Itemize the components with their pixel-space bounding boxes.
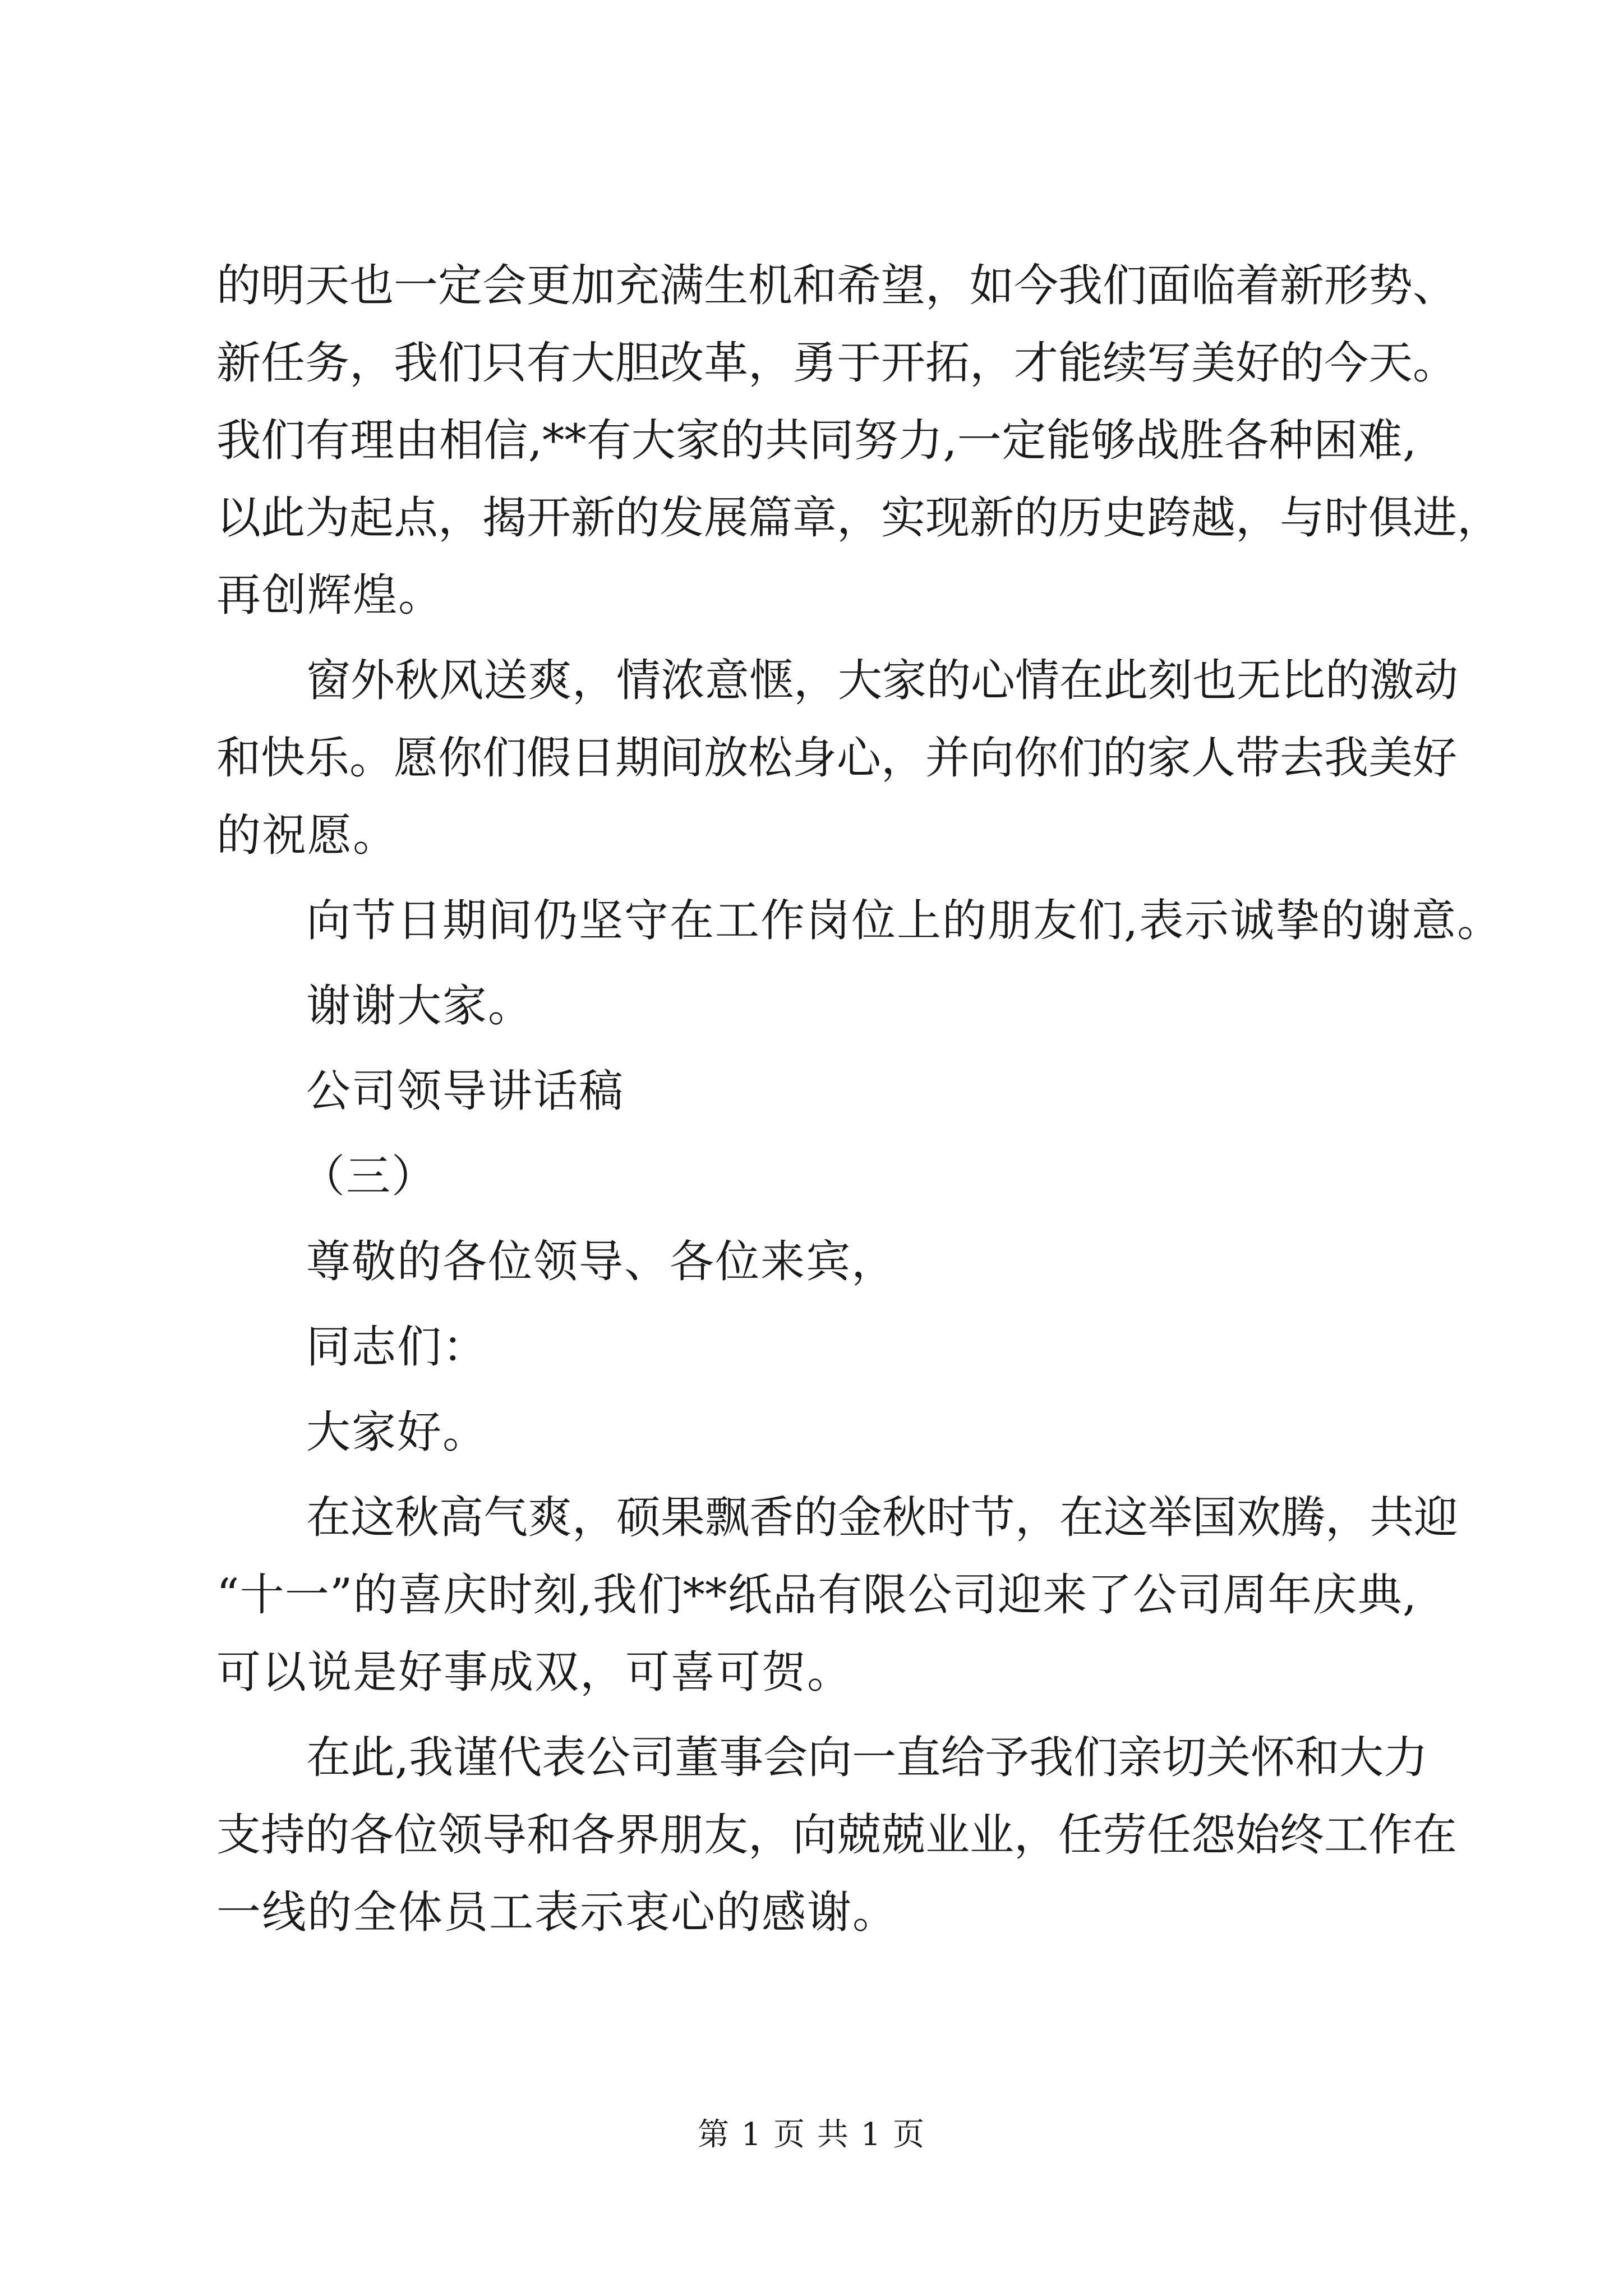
- paragraph-first-line: 尊敬的各位领导、各位来宾，: [306, 1236, 897, 1287]
- paragraph-first-line: 在这秋高气爽，硕果飘香的金秋时节，在这举国欢腾，共迎: [306, 1492, 1458, 1543]
- body-line: 支持的各位领导和各界朋友，向兢兢业业，任劳任怨始终工作在: [216, 1809, 1457, 1861]
- body-line: 一线的全体员工表示衷心的感谢。: [216, 1887, 898, 1938]
- paragraph-first-line: 窗外秋风送爽，情浓意惬，大家的心情在此刻也无比的激动: [306, 655, 1458, 706]
- body-line: “十一”的喜庆时刻,我们**纸品有限公司迎来了公司周年庆典,: [216, 1569, 1417, 1621]
- paragraph-first-line: 向节日期间仍坚守在工作岗位上的朋友们,表示诚挚的谢意。: [306, 895, 1503, 946]
- body-line: 新任务，我们只有大胆改革，勇于开拓，才能续写美好的今天。: [216, 337, 1457, 389]
- body-line: 和快乐。愿你们假日期间放松身心，并向你们的家人带去我美好: [216, 732, 1457, 784]
- page-footer: 第 1 页 共 1 页: [697, 2116, 926, 2153]
- body-line: 以此为起点，揭开新的发展篇章，实现新的历史跨越，与时俱进，: [216, 492, 1501, 544]
- body-line: 再创辉煌。: [216, 569, 444, 621]
- body-line: 我们有理由相信,**有大家的共同努力,一定能够战胜各种困难,: [216, 415, 1417, 466]
- body-line: 的祝愿。: [216, 809, 398, 861]
- paragraph-first-line: 在此,我谨代表公司董事会向一直给予我们亲切关怀和大力: [306, 1732, 1428, 1783]
- paragraph-first-line: 公司领导讲话稿: [306, 1065, 624, 1117]
- paragraph-first-line: 谢谢大家。: [306, 980, 533, 1032]
- body-line: 可以说是好事成双，可喜可贺。: [216, 1646, 852, 1698]
- paragraph-first-line: 同志们：: [306, 1321, 488, 1373]
- paragraph-first-line: （三）: [301, 1151, 437, 1202]
- paragraph-first-line: 大家好。: [306, 1406, 488, 1458]
- body-line: 的明天也一定会更加充满生机和希望，如今我们面临着新形势、: [216, 260, 1457, 311]
